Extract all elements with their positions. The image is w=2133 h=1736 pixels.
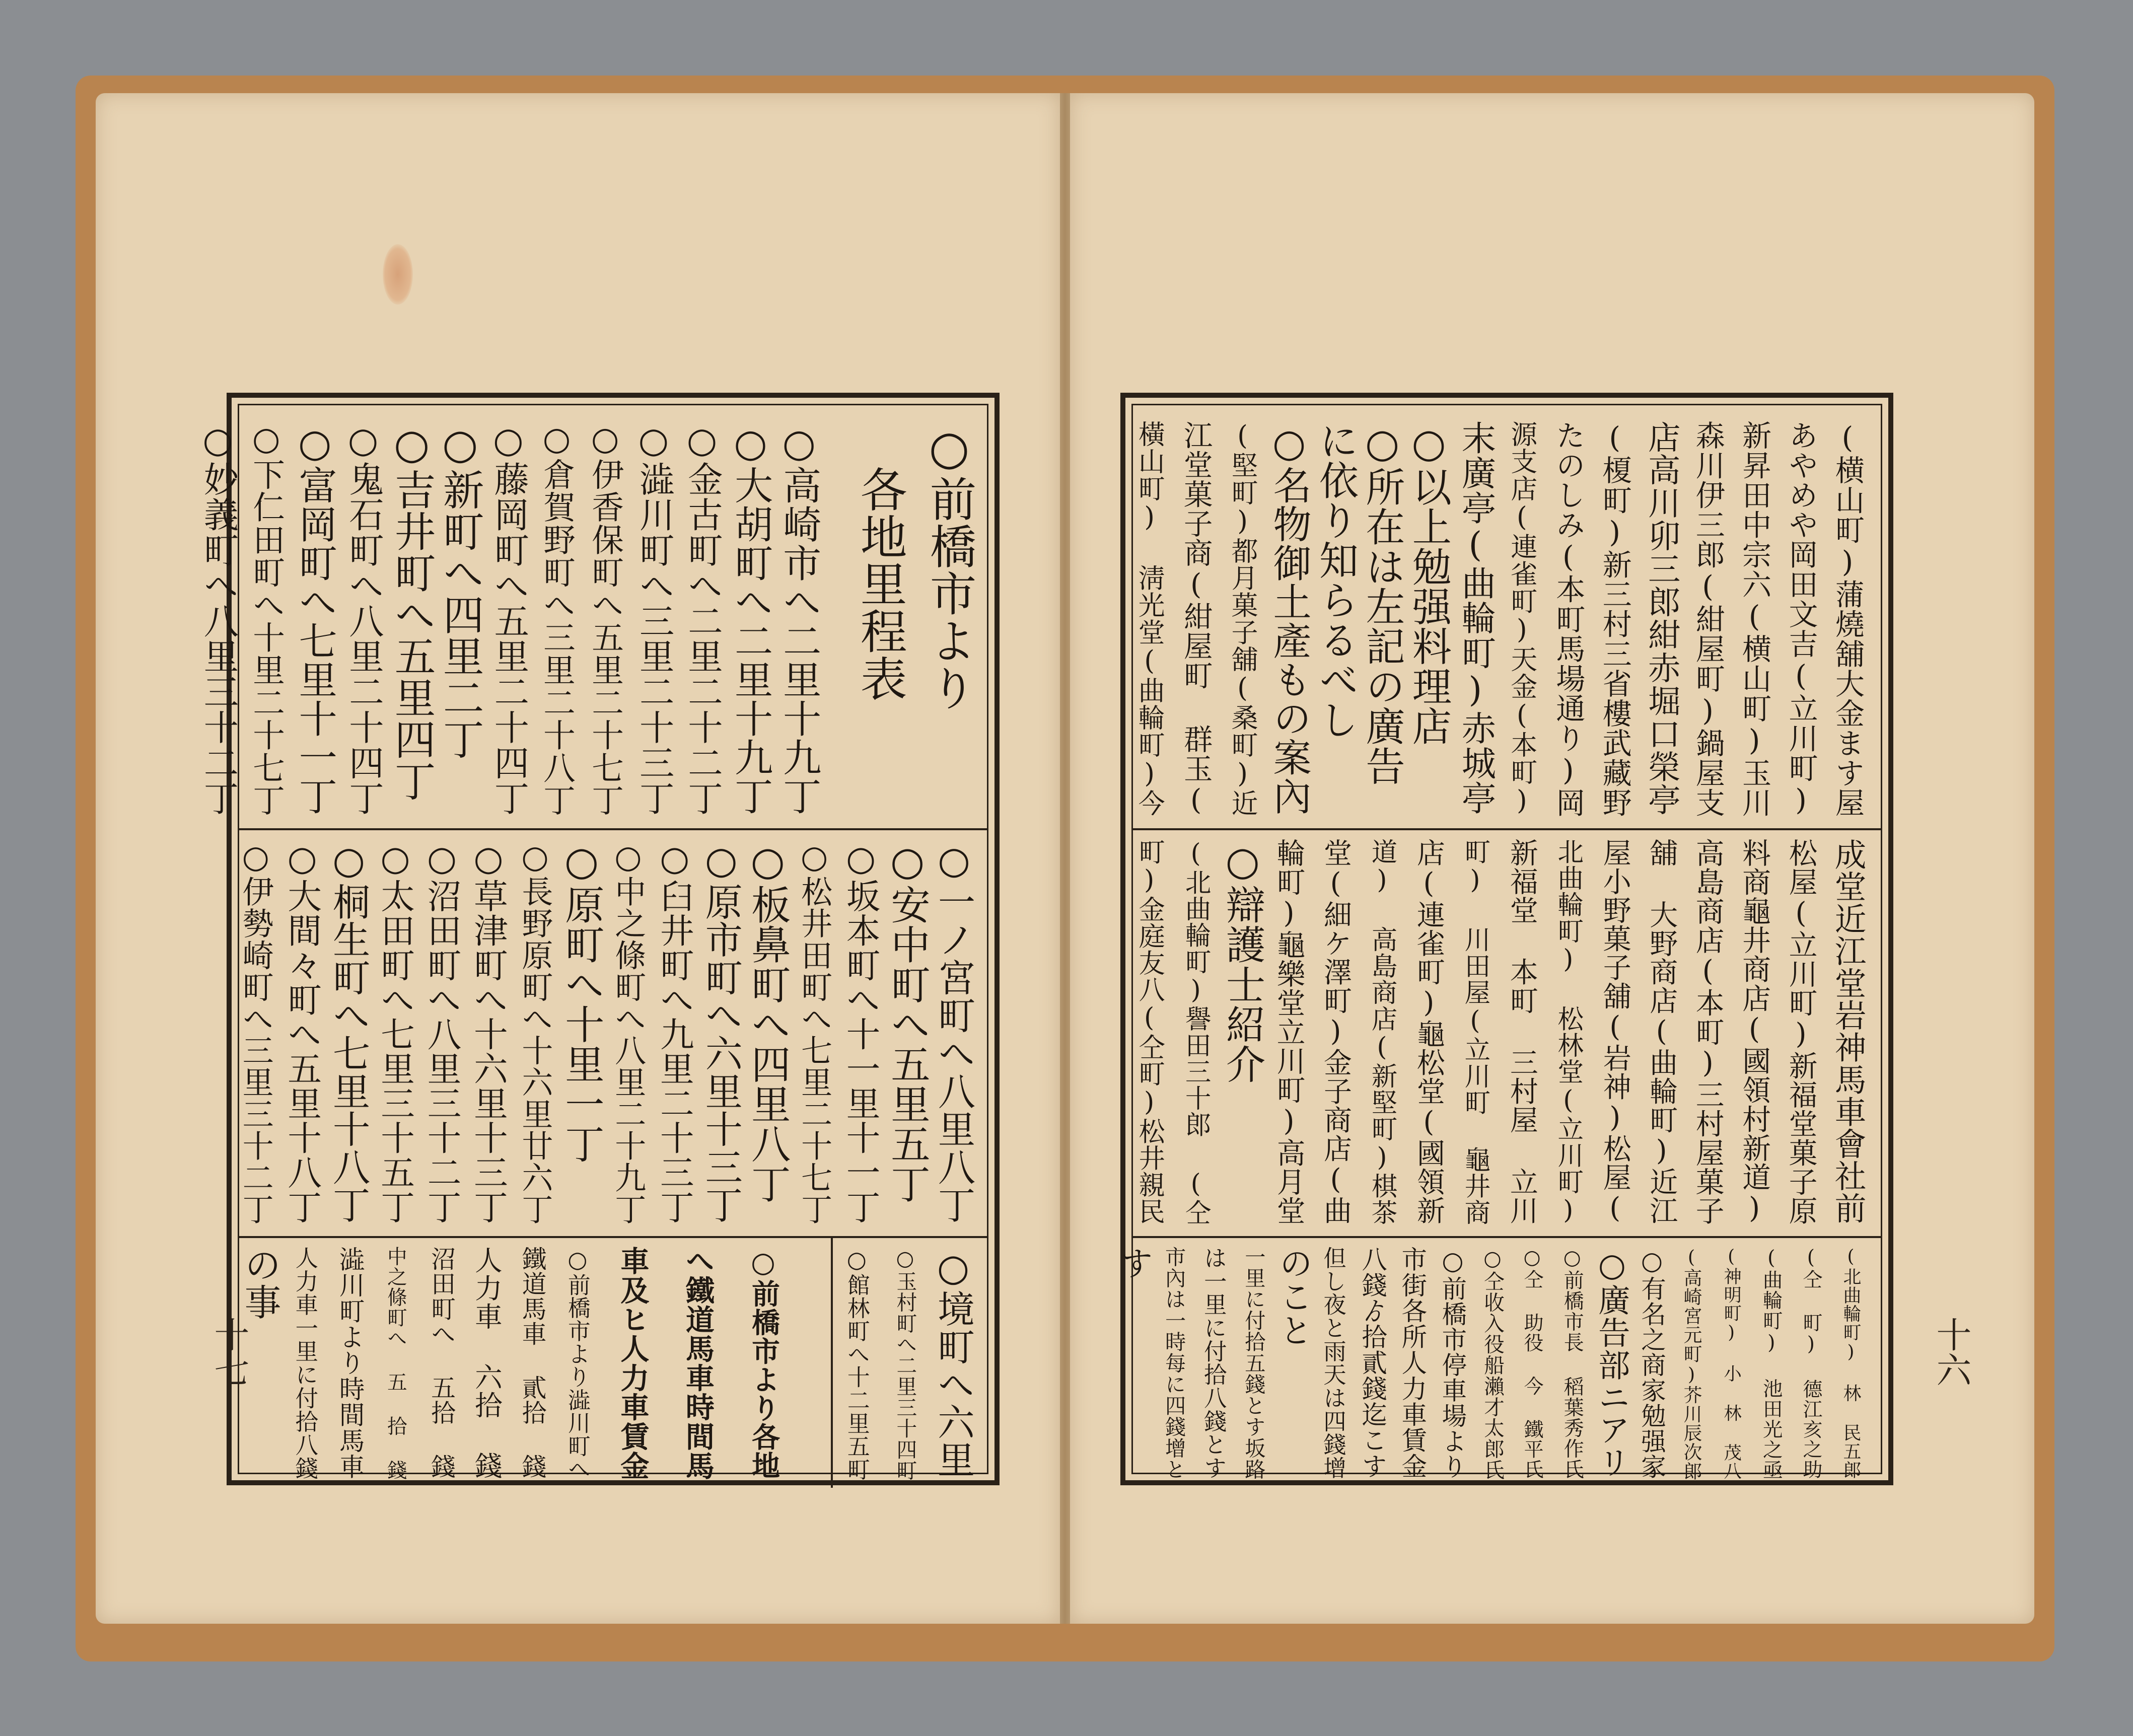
ad-line: ○以上勉强料理店 bbox=[1405, 420, 1452, 746]
distance-entry: ○長野原町へ十六里廿六丁 bbox=[516, 838, 553, 1225]
distance-entry: ○大間々町へ五里十八丁 bbox=[282, 838, 322, 1224]
ad-line: 但し夜と雨天は四錢增 bbox=[1319, 1246, 1346, 1480]
distance-table-middle bbox=[239, 838, 987, 1231]
ad-line: (仝 町) 德江亥之助 bbox=[1799, 1246, 1822, 1480]
ad-line: 屋小野菓子舖(岩神)松屋( bbox=[1598, 838, 1631, 1225]
fare-entry: 澁川町より時間馬車 bbox=[335, 1246, 366, 1480]
distance-entry: ○下仁田町へ十里二十七丁 bbox=[247, 420, 285, 817]
ad-line: 北曲輪町) 松林堂(立川町) bbox=[1553, 838, 1584, 1226]
ad-line: ○有名之商家勉强家 bbox=[1637, 1246, 1667, 1479]
ad-line: (神明町) 小 林 茂八 bbox=[1721, 1246, 1742, 1480]
right-page bbox=[1070, 93, 2034, 1624]
distance-entry: ○太田町へ七里三十五丁 bbox=[375, 838, 415, 1224]
fare-title: ○前橋市より各地 bbox=[747, 1246, 779, 1480]
book bbox=[76, 76, 2054, 1661]
ads-top bbox=[1133, 420, 1881, 823]
ad-line: 店高川卯三郎紺赤堀口榮亭 bbox=[1643, 420, 1681, 816]
distance-entry: ○坂本町へ十一里十一丁 bbox=[841, 838, 881, 1224]
distance-title: ○前橋市より bbox=[922, 420, 976, 711]
ad-line: (榎町)新三村三省樓武藏野 bbox=[1597, 420, 1632, 818]
ad-line: あやめや岡田文吉(立川町) bbox=[1784, 420, 1818, 818]
ad-line: 新昇田中宗六(横山町)玉川 bbox=[1737, 420, 1772, 818]
fare-entry: 鐵道馬車 貳拾 錢 bbox=[518, 1246, 546, 1479]
distance-entry: ○大胡町へ二里十九丁 bbox=[728, 420, 773, 816]
ad-line: す bbox=[1114, 1246, 1154, 1280]
distance-entry: ○高崎市へ二里十九丁 bbox=[776, 420, 822, 816]
ad-line: ○前橋市停車場より bbox=[1438, 1246, 1467, 1479]
fare-entry: 人力車 六拾 錢 bbox=[470, 1246, 503, 1480]
ad-line: 堂(細ケ澤町)金子商店(曲 bbox=[1319, 838, 1353, 1225]
distance-entry: ○桐生町へ七里十八丁 bbox=[327, 838, 371, 1224]
fare-entry: の事 bbox=[238, 1246, 281, 1321]
right-frame-inner bbox=[1114, 404, 1882, 1481]
distance-entry: ○沼田町へ八里三十二丁 bbox=[422, 838, 462, 1224]
ad-line: ○仝收入役船瀨才太郎氏 bbox=[1480, 1246, 1505, 1481]
distance-entry: ○新町へ四里二丁 bbox=[436, 420, 484, 760]
ad-line: (堅町)都月菓子舖(桑町)近 bbox=[1227, 420, 1258, 817]
distance-entry: ○中之條町へ八里二十九丁 bbox=[609, 838, 647, 1225]
ad-line: 橫山町) 淸光堂(曲輪町)今 bbox=[1134, 420, 1165, 817]
ad-line: ○所在は左記の廣告 bbox=[1359, 420, 1405, 786]
fare-title: へ鐵道馬車時間馬 bbox=[681, 1246, 715, 1480]
page-number: 十七 bbox=[208, 1317, 250, 1387]
ad-line: (高崎宮元町)芥川辰次郎 bbox=[1680, 1246, 1702, 1481]
ad-line: 江堂菓子商(紺屋町 群玉( bbox=[1179, 420, 1213, 818]
left-page-frame bbox=[197, 393, 1000, 1485]
ad-line: ○辯護士紹介 bbox=[1220, 838, 1266, 1084]
distance-entry: ○草津町へ十六里十三丁 bbox=[468, 838, 509, 1224]
distance-entry: ○金古町へ二里二十二丁 bbox=[681, 420, 722, 816]
distance-entry: ○澁川町へ三里二十三丁 bbox=[633, 420, 674, 816]
distance-entry: ○伊勢崎町へ三里三十二丁 bbox=[237, 838, 274, 1225]
right-page-frame bbox=[1114, 393, 1893, 1485]
ad-line: 輪町)龜樂堂立川町)高月堂 bbox=[1272, 838, 1306, 1225]
ad-line: は一里に付拾八錢とす bbox=[1200, 1246, 1227, 1480]
ad-line: 成堂近江堂岩神馬車會社前 bbox=[1829, 838, 1866, 1224]
ad-line: に依り知らるべし bbox=[1313, 420, 1359, 740]
divider bbox=[1133, 828, 1881, 830]
ad-line: ○前橋市長 稻葉秀作氏 bbox=[1560, 1246, 1584, 1480]
divider bbox=[831, 1236, 833, 1488]
ad-line: 舖 大野商店(曲輪町)近江 bbox=[1645, 838, 1678, 1225]
distance-entry: ○妙義町へ八里三十二丁 bbox=[197, 420, 238, 816]
ad-line: 店(連雀町)龜松堂(國領新 bbox=[1412, 838, 1445, 1225]
left-page bbox=[96, 93, 1060, 1624]
ad-line: 源支店(連雀町)天金(本町) bbox=[1506, 420, 1537, 817]
divider bbox=[1133, 1236, 1881, 1238]
distance-entry: ○鬼石町へ八里二十四丁 bbox=[342, 420, 383, 816]
distance-entry: ○藤岡町へ五里二十四丁 bbox=[488, 420, 529, 816]
ad-line: 料商龜井商店(國領村新道) bbox=[1738, 838, 1771, 1225]
ad-line: 森川伊三郎(紺屋町)鍋屋支 bbox=[1690, 420, 1725, 818]
ad-line: ○仝 助役 今 鐵平氏 bbox=[1521, 1246, 1544, 1480]
distance-entry: ○境町へ六里 bbox=[932, 1246, 975, 1479]
paper-stain bbox=[383, 244, 413, 305]
ad-line: ○廣告部ニアリ bbox=[1593, 1246, 1631, 1479]
distance-entry: ○一ノ宮町へ八里八丁 bbox=[932, 838, 976, 1224]
distance-entry: ○館林町へ十二里五町 bbox=[843, 1246, 870, 1481]
ad-line: 道) 高島商店(新堅町)棋茶 bbox=[1367, 838, 1397, 1226]
distance-entry: ○原町へ十里一丁 bbox=[558, 838, 605, 1164]
ads-bottom bbox=[1114, 1246, 1881, 1483]
divider bbox=[239, 828, 987, 830]
divider bbox=[239, 1236, 987, 1238]
distance-entry: ○原市町へ六里十三丁 bbox=[699, 838, 743, 1224]
distance-entry: ○安中町へ五里五丁 bbox=[884, 838, 931, 1204]
ad-line: (北曲輪町) 林 民五郎 bbox=[1840, 1246, 1861, 1479]
fare-section bbox=[239, 1246, 806, 1483]
distance-entry: ○伊香保町へ五里二十七丁 bbox=[586, 420, 624, 817]
distance-entry: ○吉井町へ五里四丁 bbox=[388, 420, 436, 802]
distance-subtitle: 各地里程表 bbox=[852, 466, 907, 702]
ad-line: 町)金庭友八(仝町)松井親民 bbox=[1134, 838, 1165, 1225]
ad-line: 高島商店(本町)三村屋菓子 bbox=[1691, 838, 1725, 1225]
distance-entry: ○板鼻町へ四里八丁 bbox=[745, 838, 791, 1204]
distance-table-top bbox=[197, 420, 987, 823]
ad-line: 市內は一時每に四錢增と bbox=[1162, 1246, 1186, 1480]
ad-line: たのしみ(本町馬場通り)岡 bbox=[1551, 420, 1586, 818]
fare-entry: 人力車一里に付拾八錢 bbox=[291, 1246, 318, 1480]
ad-line: 末廣亭(曲輪町)赤城亭 bbox=[1455, 420, 1496, 816]
ad-line: 町) 川田屋(立川町 龜井商 bbox=[1460, 838, 1490, 1226]
ad-line: (曲輪町) 池田光之亟 bbox=[1759, 1246, 1783, 1480]
ad-line: 市街各所人力車賃金 bbox=[1397, 1246, 1428, 1479]
distance-entry: ○玉村町へ二里三十四町 bbox=[893, 1246, 917, 1481]
ad-line: 一里に付拾五錢とす坂路 bbox=[1241, 1246, 1266, 1480]
ad-line: (北曲輪町)譽田三十郎 (仝 bbox=[1180, 838, 1211, 1226]
ads-middle bbox=[1133, 838, 1881, 1231]
left-frame-inner bbox=[197, 404, 988, 1481]
distance-entry: ○倉賀野町へ三里二十八丁 bbox=[538, 420, 576, 817]
ad-line: のこと bbox=[1273, 1246, 1313, 1347]
distance-entry: ○臼井町へ九里二十三丁 bbox=[655, 838, 695, 1224]
fare-entry: 中之條町へ 五 拾 錢 bbox=[384, 1246, 407, 1481]
distance-entry: ○松井田町へ七里二十七丁 bbox=[796, 838, 833, 1225]
ad-line: 八錢ゟ拾貳錢迄こす bbox=[1358, 1246, 1388, 1479]
fare-title: 車及ヒ人力車賃金 bbox=[615, 1246, 650, 1480]
ad-line: (横山町)蒲燒舖大金ます屋 bbox=[1830, 420, 1865, 818]
fare-entry: ○前橋市より澁川町へ bbox=[564, 1246, 591, 1481]
distance-entry: ○富岡町へ七里十一丁 bbox=[292, 420, 337, 816]
ad-line: 新福堂 本町 三村屋 立川 bbox=[1505, 838, 1538, 1225]
ad-line: ○名物御土產もの案內 bbox=[1266, 420, 1312, 816]
fare-entry: 沼田町へ 五拾 錢 bbox=[426, 1246, 455, 1479]
distance-table-bottom bbox=[833, 1246, 987, 1483]
ad-line: 松屋(立川町)新福堂菓子原 bbox=[1784, 838, 1818, 1225]
page-number: 十六 bbox=[1931, 1317, 1972, 1387]
